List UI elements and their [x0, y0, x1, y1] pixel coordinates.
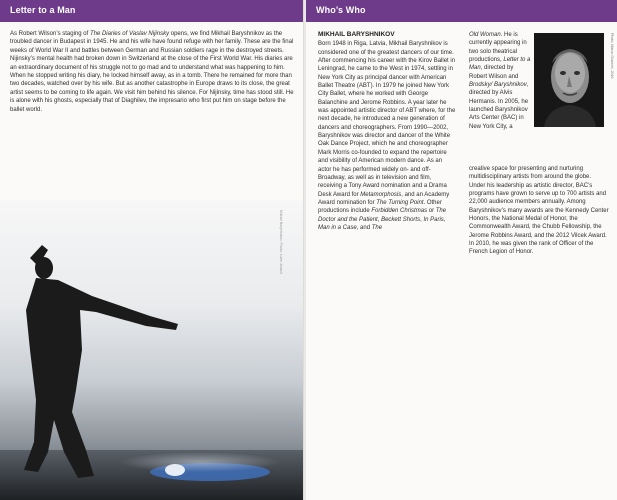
text-run: As Robert Wilson’s staging of	[10, 31, 90, 37]
right-header-title: Who’s Who	[316, 5, 366, 15]
italic-title-run: Letter to a Man	[469, 57, 531, 72]
italic-title-run: The Diaries of Vaslav Nijinsky	[89, 31, 170, 37]
right-page	[306, 0, 617, 500]
text-run: . He is currently appearing in two solo theatrical productions,	[469, 32, 527, 64]
italic-title-run: In Paris	[423, 216, 444, 223]
bio-name: MIKHAIL BARYSHNIKOV	[318, 31, 395, 38]
italic-title-run: Forbidden Christmas	[371, 208, 428, 215]
portrait-image	[534, 33, 604, 127]
text-run: creative space for presenting and nurturing multidisciplinary artists from around the globe. Under his leadership as artistic director, BAC’s programs have grown to serve up to 700 artists and 22,000 audience members annually. Among Baryshnikov’s many awards are the Kennedy Center Honors, the National Medal of Honor, the Commonwealth Award, the Chubb Fellowship, the Jerome Robbins Award, and the 2012 Vilcek Award. In 2010, he was given the rank of Officer of the French Legion of Honor.	[469, 166, 609, 256]
italic-title-run: Old Woman	[469, 32, 501, 38]
bio-column-2	[469, 165, 609, 257]
italic-title-run: Man in a Case	[318, 224, 357, 231]
portrait-photo	[534, 33, 604, 127]
text-run: , and an Academy Award nomination for	[318, 191, 450, 206]
text-run: ,	[443, 216, 446, 223]
italic-title-run: The	[371, 224, 383, 231]
bio-column-2-top	[469, 31, 531, 131]
text-run: opens, we find Mikhail Baryshnikov as the troubled dancer in Budapest in 1945. He and his wife have found refuge with her family. These are the final weeks of World War II and battles between German and Russian soldiers rage in the destroyed streets. Nijinsky’s mental health had broken down in Switzerland at the close of the First World War. His diaries are an extraordinary document of his struggle not to go mad and to understand what was happening to him. When he stopped writing his diary, he locked himself away, as in a tomb. There he remained for more than two decades, watched over by his wife. But as another catastrophe in Europe draws to its close, the great artist seems to be coming to life again. We visit him behind his silence. For Nijinsky, time has stood still. He is alone with his ghosts, especially that of Diaghilev, the impresario who first put him on stage before the ballet world.	[10, 31, 294, 113]
left-header-bar	[0, 0, 304, 22]
portrait-credit: Photo: Marco Giannini, 2016	[610, 33, 614, 79]
text-run: Born 1948 in Riga, Latvia, Mikhail Baryshnikov is considered one of the greatest dancers of our time. After commencing his career with the Kirov Ballet in Leningrad, he came to the West in 1974, settling in New York City as principal dancer with American Ballet Theatre (ABT). In 1979 he joined New York City Ballet, where he worked with George Balanchine and Jerome Robbins. A year later he was appointed artistic director of ABT where, for the next decade, he introduced a new generation of dancers and choreographers. From 1990—2002, Baryshnikov was director and dancer of the White Oak Dance Project, which he and choreographer Mark Morris co-founded to expand the repertoire and visibility of American modern dance. As an actor he has performed widely on- and off-Broadway, as well as in television and film, receiving a Tony Award nomination and a Drama Desk Award for	[318, 41, 456, 198]
italic-title-run: The Doctor and the Patient	[318, 208, 447, 223]
text-run: , directed by Robert Wilson and	[469, 65, 519, 80]
left-page	[0, 0, 304, 500]
text-run: . Other productions include	[318, 199, 442, 215]
italic-title-run: Metamorphosis	[360, 191, 402, 198]
text-run: ,	[420, 216, 424, 223]
italic-title-run: The Turning Point	[376, 199, 424, 206]
left-header-title: Letter to a Man	[10, 5, 76, 15]
dancer-silhouette-image	[0, 200, 304, 500]
text-run: , directed by Alvis Hermanis. In 2005, he launched Baryshnikov Arts Center (BAC) in New York City, a	[469, 82, 529, 130]
right-header-bar	[306, 0, 617, 22]
bio-column-1	[318, 31, 456, 232]
text-run: or	[427, 208, 436, 215]
performance-photo	[0, 200, 304, 500]
left-photo-credit: Mikhail Baryshnikov. Photo: Lucie Jansch	[279, 210, 283, 275]
text-run: ,	[377, 216, 382, 223]
italic-title-run: Beckett Shorts	[381, 216, 421, 223]
text-run: , and	[356, 224, 372, 231]
italic-title-run: Brodsky/ Baryshnikov	[469, 82, 527, 89]
bio-text-1	[318, 41, 455, 231]
left-intro-text	[10, 30, 298, 114]
